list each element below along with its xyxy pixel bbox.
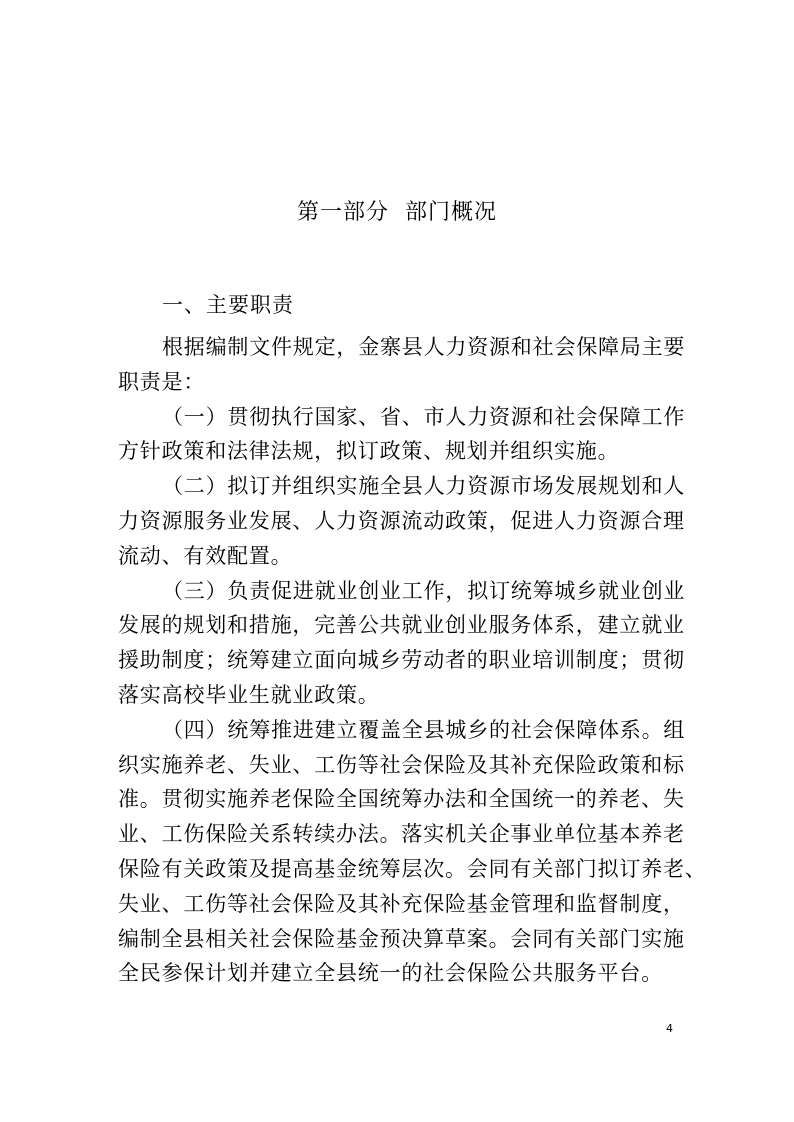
paragraph-line: （三）负责促进就业创业工作，拟订统筹城乡就业创业 bbox=[162, 578, 686, 603]
paragraph-line: 业、工伤保险关系转续办法。落实机关企事业单位基本养老 bbox=[118, 822, 685, 847]
paragraph-line: 编制全县相关社会保险基金预决算草案。会同有关部门实施 bbox=[118, 926, 685, 951]
paragraph-line: 保险有关政策及提高基金统筹层次。会同有关部门拟订养老、 bbox=[118, 856, 707, 881]
paragraph-line: 力资源服务业发展、人力资源流动政策，促进人力资源合理 bbox=[118, 508, 685, 533]
body-text bbox=[118, 330, 707, 991]
paragraph-line: 准。贯彻实施养老保险全国统筹办法和全国统一的养老、失 bbox=[118, 787, 685, 812]
paragraph-line: 流动、有效配置。 bbox=[118, 543, 293, 568]
paragraph-line: 发展的规划和措施，完善公共就业创业服务体系，建立就业 bbox=[118, 613, 685, 638]
paragraph-line: （二）拟订并组织实施全县人力资源市场发展规划和人 bbox=[162, 474, 686, 499]
paragraph-line: 全民参保计划并建立全县统一的社会保险公共服务平台。 bbox=[118, 961, 663, 986]
paragraph-line: 援助制度；统筹建立面向城乡劳动者的职业培训制度；贯彻 bbox=[118, 648, 685, 673]
paragraph-line: 失业、工伤等社会保险及其补充保险基金管理和监督制度， bbox=[118, 891, 685, 916]
paragraph-line: 织实施养老、失业、工伤等社会保险及其补充保险政策和标 bbox=[118, 752, 685, 777]
page-title: 第一部分 部门概况 bbox=[297, 200, 497, 225]
paragraph-line: （一）贯彻执行国家、省、市人力资源和社会保障工作 bbox=[162, 404, 686, 429]
paragraph-line: 职责是： bbox=[118, 369, 206, 394]
page-number: 4 bbox=[666, 1022, 673, 1035]
paragraph-line: 方针政策和法律法规，拟订政策、规划并组织实施。 bbox=[118, 439, 620, 464]
paragraph-line: （四）统筹推进建立覆盖全县城乡的社会保障体系。组 bbox=[162, 717, 686, 742]
section-heading: 一、主要职责 bbox=[162, 293, 294, 317]
paragraph-line: 落实高校毕业生就业政策。 bbox=[118, 682, 380, 707]
paragraph-line: 根据编制文件规定，金寨县人力资源和社会保障局主要 bbox=[162, 335, 686, 359]
